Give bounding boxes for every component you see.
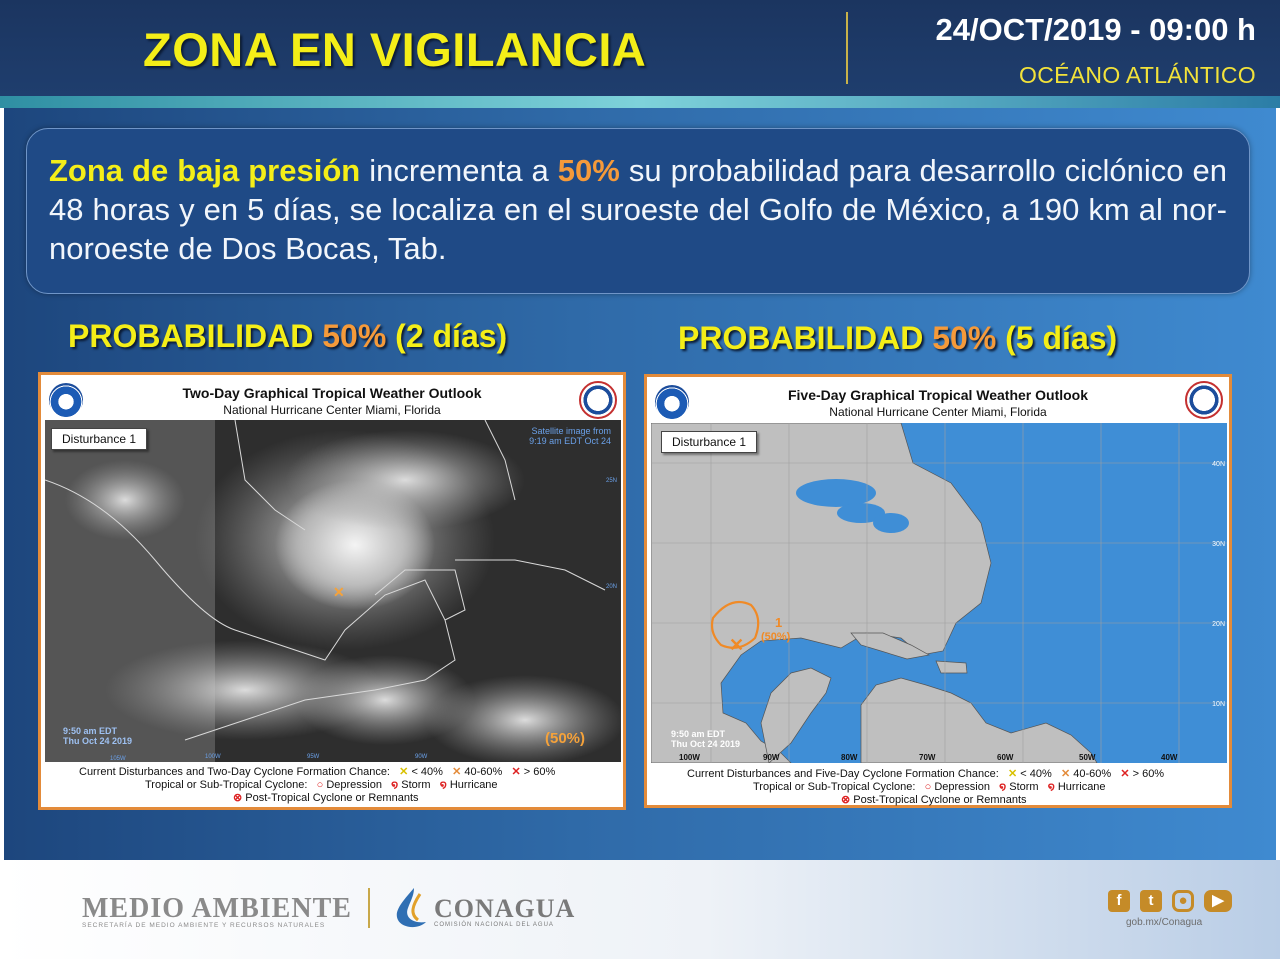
base-map	[651, 423, 1227, 763]
disturbance-label: Disturbance 1	[661, 431, 757, 453]
two-day-outlook-panel	[38, 372, 626, 810]
medium-chance-icon: ✕	[1060, 768, 1071, 780]
footer-divider	[368, 888, 370, 928]
legend-remnants-row	[841, 793, 1027, 806]
timestamp-time: 9:50 am EDT	[671, 729, 726, 739]
legend-storm: Storm	[1009, 781, 1039, 793]
legend-mid: 40-60%	[464, 766, 503, 778]
lon-label-40w: 40W	[1161, 753, 1178, 762]
date-time: 24/OCT/2019 - 09:00 h	[935, 12, 1256, 47]
summary-text	[49, 151, 1227, 268]
lon-label-95w: 95W	[307, 754, 320, 760]
legend-cyclone-label: Tropical or Sub-Tropical Cyclone:	[145, 779, 308, 791]
lon-label-60w: 60W	[997, 753, 1014, 762]
header-divider	[846, 12, 848, 84]
page-title: ZONA EN VIGILANCIA	[143, 23, 647, 76]
summary-text-a: incrementa a	[360, 153, 558, 188]
instagram-icon[interactable]: ●	[1172, 890, 1194, 912]
remnants-icon: ⊗	[841, 794, 851, 806]
hurricane-icon: ໑	[439, 779, 447, 791]
depression-icon: ○	[316, 779, 324, 791]
legend-storm: Storm	[401, 779, 431, 791]
satellite-note-line2: 9:19 am EDT Oct 24	[529, 436, 611, 446]
disturbance-marker-icon: ✕	[333, 584, 345, 600]
legend-depression: Depression	[326, 779, 382, 791]
lon-label-105w: 105W	[110, 756, 126, 762]
legend-chance-row	[79, 765, 555, 778]
heading-5day-b: (5 días)	[996, 320, 1118, 356]
formation-chance-label: (50%)	[545, 730, 586, 747]
legend-cyclone-row	[145, 778, 498, 791]
lat-label-10n: 10N	[1212, 701, 1225, 708]
medio-ambiente-logo-text: MEDIO AMBIENTE	[82, 893, 352, 924]
lon-label-70w: 70W	[919, 753, 936, 762]
lon-label-90w: 90W	[763, 753, 780, 762]
disturbance-label: Disturbance 1	[51, 428, 147, 450]
legend-hurricane: Hurricane	[449, 779, 498, 791]
probability-heading-5day	[678, 320, 1117, 357]
hurricane-icon: ໑	[1047, 781, 1055, 793]
outlook-subtitle: National Hurricane Center Miami, Florida	[829, 405, 1047, 419]
heading-2day-pct: 50%	[322, 318, 387, 354]
conagua-drop-icon	[392, 886, 430, 930]
remnants-icon: ⊗	[233, 792, 243, 804]
summary-percent: 50%	[557, 153, 620, 188]
timestamp-date: Thu Oct 24 2019	[671, 739, 741, 749]
legend-high: > 60%	[1132, 768, 1165, 780]
storm-icon: ໑	[999, 781, 1007, 793]
lon-label-100w: 100W	[679, 753, 700, 762]
youtube-icon[interactable]: ▶	[1204, 890, 1232, 912]
legend-cyclone-label: Tropical or Sub-Tropical Cyclone:	[753, 781, 916, 793]
low-chance-icon: ✕	[399, 766, 409, 778]
lat-label-25n: 25N	[605, 478, 617, 484]
disturbance-number: 1	[775, 615, 783, 630]
summary-highlight: Zona de baja presión	[49, 153, 361, 188]
legend-chance-row	[687, 767, 1164, 780]
twitter-icon[interactable]: t	[1140, 890, 1162, 912]
legend-low: < 40%	[1020, 768, 1052, 780]
header-bar	[0, 0, 1280, 98]
lat-label-40n: 40N	[1212, 461, 1225, 468]
legend-high: > 60%	[523, 766, 556, 778]
five-day-outlook-panel	[644, 374, 1232, 808]
legend-mid: 40-60%	[1073, 768, 1112, 780]
accent-stripe	[0, 96, 1280, 108]
probability-heading-2day	[68, 318, 507, 355]
legend-hurricane: Hurricane	[1057, 781, 1106, 793]
image-timestamp	[671, 729, 740, 749]
medium-chance-icon: ✕	[452, 766, 462, 778]
lon-label-80w: 80W	[841, 753, 858, 762]
timestamp-time: 9:50 am EDT	[63, 726, 118, 736]
image-timestamp	[63, 726, 132, 746]
satellite-map	[45, 420, 621, 762]
summary-box	[26, 128, 1250, 294]
outlook-map	[651, 423, 1227, 763]
legend-cyclone-row	[753, 780, 1106, 793]
satellite-note	[529, 426, 611, 446]
summary-text-b: su probabilidad para desarrollo ciclónico en 48 horas y en 5 días, se localiza en el suroeste del Golfo de México, a 190 km al nor-noroeste de Dos Bocas, Tab.	[49, 153, 1227, 266]
legend-remnants-row	[233, 791, 419, 804]
legend-remnants: Post-Tropical Cyclone or Remnants	[245, 792, 419, 804]
heading-5day-pct: 50%	[932, 320, 997, 356]
semarnat-subtitle: SECRETARÍA DE MEDIO AMBIENTE Y RECURSOS NATURALES	[82, 922, 326, 929]
formation-chance-label: (50%)	[761, 631, 791, 643]
social-url-link[interactable]: gob.mx/Conagua	[1126, 917, 1203, 928]
high-chance-icon: ✕	[511, 766, 521, 778]
disturbance-marker-icon: ✕	[729, 635, 745, 655]
satellite-note-line1: Satellite image from	[531, 426, 611, 436]
timestamp-date: Thu Oct 24 2019	[63, 736, 133, 746]
low-chance-icon: ✕	[1007, 768, 1018, 780]
heading-2day-b: (2 días)	[386, 318, 508, 354]
high-chance-icon: ✕	[1120, 768, 1130, 780]
outlook-subtitle: National Hurricane Center Miami, Florida	[223, 403, 441, 417]
lon-label-90w: 90W	[415, 754, 428, 760]
lat-label-20n: 20N	[1212, 621, 1225, 628]
lon-label-50w: 50W	[1079, 753, 1096, 762]
legend-remnants: Post-Tropical Cyclone or Remnants	[853, 794, 1027, 806]
depression-icon: ○	[924, 781, 932, 793]
legend-chance-label: Current Disturbances and Two-Day Cyclone Formation Chance:	[79, 766, 390, 778]
lat-label-20n: 20N	[605, 584, 617, 590]
lat-label-30n: 30N	[1212, 541, 1225, 548]
legend-low: < 40%	[411, 766, 443, 778]
outlook-title: Five-Day Graphical Tropical Weather Outlook	[787, 387, 1089, 403]
storm-icon: ໑	[391, 779, 399, 791]
ocean-name: OCÉANO ATLÁNTICO	[1019, 62, 1256, 88]
legend-chance-label: Current Disturbances and Five-Day Cyclone Formation Chance:	[687, 768, 999, 780]
conagua-logo-text: CONAGUA	[434, 894, 576, 923]
lon-label-100w: 100W	[205, 754, 221, 760]
facebook-icon[interactable]: f	[1108, 890, 1130, 912]
outlook-title: Two-Day Graphical Tropical Weather Outlook	[182, 385, 482, 401]
conagua-subtitle: COMISIÓN NACIONAL DEL AGUA	[434, 922, 554, 928]
legend-depression: Depression	[934, 781, 990, 793]
heading-2day-a: PROBABILIDAD	[68, 318, 323, 354]
heading-5day-a: PROBABILIDAD	[678, 320, 933, 356]
